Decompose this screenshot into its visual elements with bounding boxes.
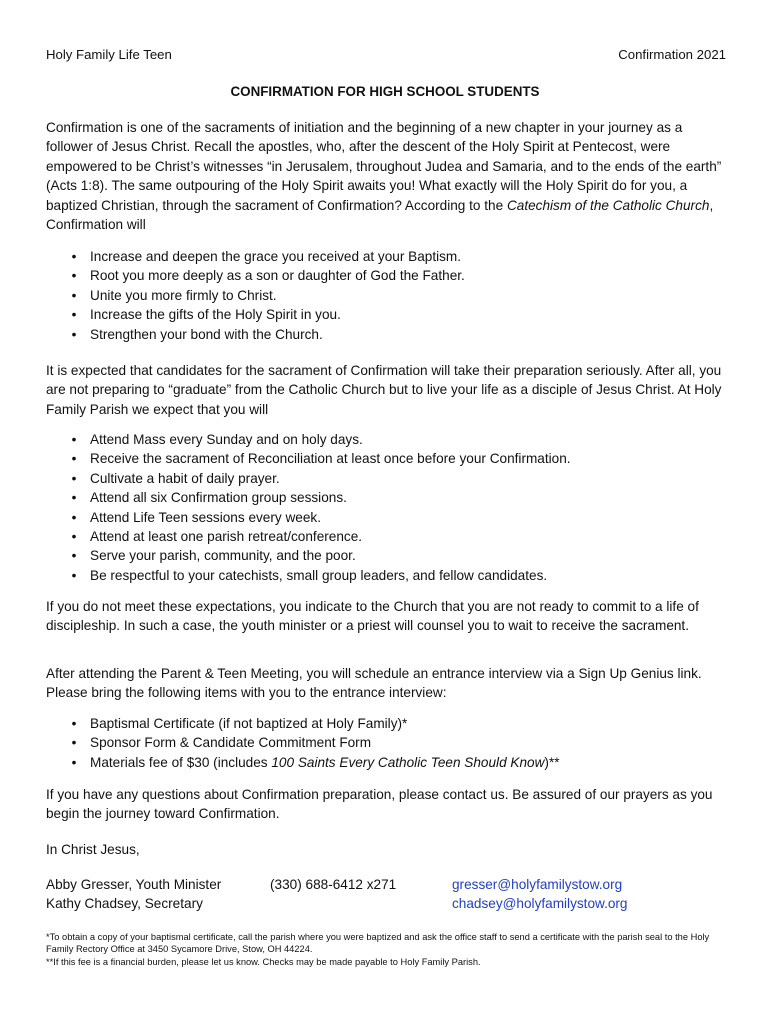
page-header bbox=[46, 45, 726, 64]
list-item: • Attend Life Teen sessions every week. bbox=[46, 508, 728, 527]
bullet-icon: • bbox=[71, 490, 77, 506]
list-item: • Sponsor Form & Candidate Commitment Form bbox=[46, 733, 728, 752]
email-link-gresser[interactable]: gresser@holyfamilystow.org bbox=[452, 877, 623, 892]
list-item: • Materials fee of $30 (includes 100 Saints Every Catholic Teen Should Know)** bbox=[46, 753, 728, 772]
signature-row-gresser bbox=[46, 875, 728, 894]
list-item: • Receive the sacrament of Reconciliation at least once before your Confirmation. bbox=[46, 449, 728, 468]
bullet-icon: • bbox=[71, 326, 77, 342]
sacrament-effects-list bbox=[46, 247, 728, 344]
list-item: • Be respectful to your catechists, small group leaders, and fellow candidates. bbox=[46, 566, 728, 585]
book-title: 100 Saints Every Catholic Teen Should Know bbox=[271, 754, 545, 770]
signature-name: Abby Gresser, Youth Minister bbox=[46, 877, 222, 892]
header-right: Confirmation 2021 bbox=[618, 47, 726, 62]
consequences-paragraph: If you do not meet these expectations, you indicate to the Church that you are not ready to commit to a life of discipleship. In such a case, the youth minister or a priest will counsel you to wait to receive the sacrament. bbox=[46, 599, 699, 634]
bullet-icon: • bbox=[71, 529, 77, 545]
list-item: • Serve your parish, community, and the poor. bbox=[46, 546, 728, 565]
list-item: • Unite you more firmly to Christ. bbox=[46, 286, 728, 305]
bullet-icon: • bbox=[71, 451, 77, 467]
list-item: • Increase and deepen the grace you received at your Baptism. bbox=[46, 247, 728, 266]
phone-number: (330) 688-6412 x271 bbox=[270, 877, 397, 892]
interview-paragraph: After attending the Parent & Teen Meeting, you will schedule an entrance interview via a Sign Up Genius link. Please bring the following items with you to the entrance interview: bbox=[46, 666, 702, 701]
bullet-icon: • bbox=[71, 754, 77, 770]
signature-row-chadsey bbox=[46, 894, 728, 913]
header-left: Holy Family Life Teen bbox=[46, 47, 172, 62]
bullet-icon: • bbox=[71, 268, 77, 284]
bullet-icon: • bbox=[71, 716, 77, 731]
list-item: • Attend Mass every Sunday and on holy days. bbox=[46, 430, 728, 449]
questions-paragraph: If you have any questions about Confirmation preparation, please contact us. Be assured of our prayers as you begin the journey toward Confirmation. bbox=[46, 787, 713, 822]
expectations-paragraph: It is expected that candidates for the sacrament of Confirmation will take their preparation seriously. After all, you are not preparing to “graduate” from the Catholic Church but to live your life as a disciple of Jesus Christ. At Holy Family Parish we expect that you will bbox=[46, 363, 722, 417]
list-item: • Cultivate a habit of daily prayer. bbox=[46, 469, 728, 488]
bullet-icon: • bbox=[71, 735, 77, 751]
intro-italic: Catechism of the Catholic Church bbox=[506, 197, 710, 213]
footnote-fee: **If this fee is a financial burden, please let us know. Checks may be made payable to Holy Family Parish. bbox=[46, 957, 481, 967]
bullet-icon: • bbox=[71, 287, 77, 303]
interview-items-list bbox=[46, 714, 728, 772]
signature-name: Kathy Chadsey, Secretary bbox=[46, 896, 203, 911]
bullet-icon: • bbox=[71, 307, 77, 323]
list-item: • Root you more deeply as a son or daughter of God the Father. bbox=[46, 266, 728, 285]
footnote-baptismal: *To obtain a copy of your baptismal certificate, call the parish where you were baptized and ask the office staff to send a certificate with the parish seal to the Holy Family Rectory Office at 3450 Sycamore Drive, Stow, OH 44224. bbox=[46, 932, 710, 955]
list-item: • Attend at least one parish retreat/conference. bbox=[46, 527, 728, 546]
email-link-chadsey[interactable]: chadsey@holyfamilystow.org bbox=[452, 896, 628, 911]
intro-text: Confirmation is one of the sacraments of initiation and the beginning of a new chapter in your journey as a follower of Jesus Christ. Recall the apostles, who, after the descent of the Holy Spirit at Pentecost, were empowered to be Christ’s witnesses “in Jerusalem, throughout Judea and Samaria, and to the ends of the earth” (Acts 1:8). The same outpouring of the Holy Spirit awaits you! What exactly will the Holy Spirit do for you, a baptized Christian, through the sacrament of Confirmation? According to the bbox=[46, 120, 722, 213]
bullet-icon: • bbox=[71, 567, 77, 583]
closing-salutation: In Christ Jesus, bbox=[46, 842, 140, 857]
bullet-icon: • bbox=[71, 548, 77, 564]
document-title: CONFIRMATION FOR HIGH SCHOOL STUDENTS bbox=[230, 84, 540, 99]
list-item: • Baptismal Certificate (if not baptized at Holy Family)* bbox=[46, 714, 728, 733]
list-item: • Increase the gifts of the Holy Spirit in you. bbox=[46, 305, 728, 324]
intro-text-end: , Confirmation will bbox=[46, 197, 714, 233]
intro-paragraph bbox=[46, 118, 728, 234]
list-item: • Attend all six Confirmation group sessions. bbox=[46, 488, 728, 507]
bullet-icon: • bbox=[71, 249, 77, 264]
bullet-icon: • bbox=[71, 432, 77, 447]
bullet-icon: • bbox=[71, 470, 77, 486]
expectations-list bbox=[46, 430, 728, 585]
list-item: • Strengthen your bond with the Church. bbox=[46, 325, 728, 344]
bullet-icon: • bbox=[71, 509, 77, 525]
